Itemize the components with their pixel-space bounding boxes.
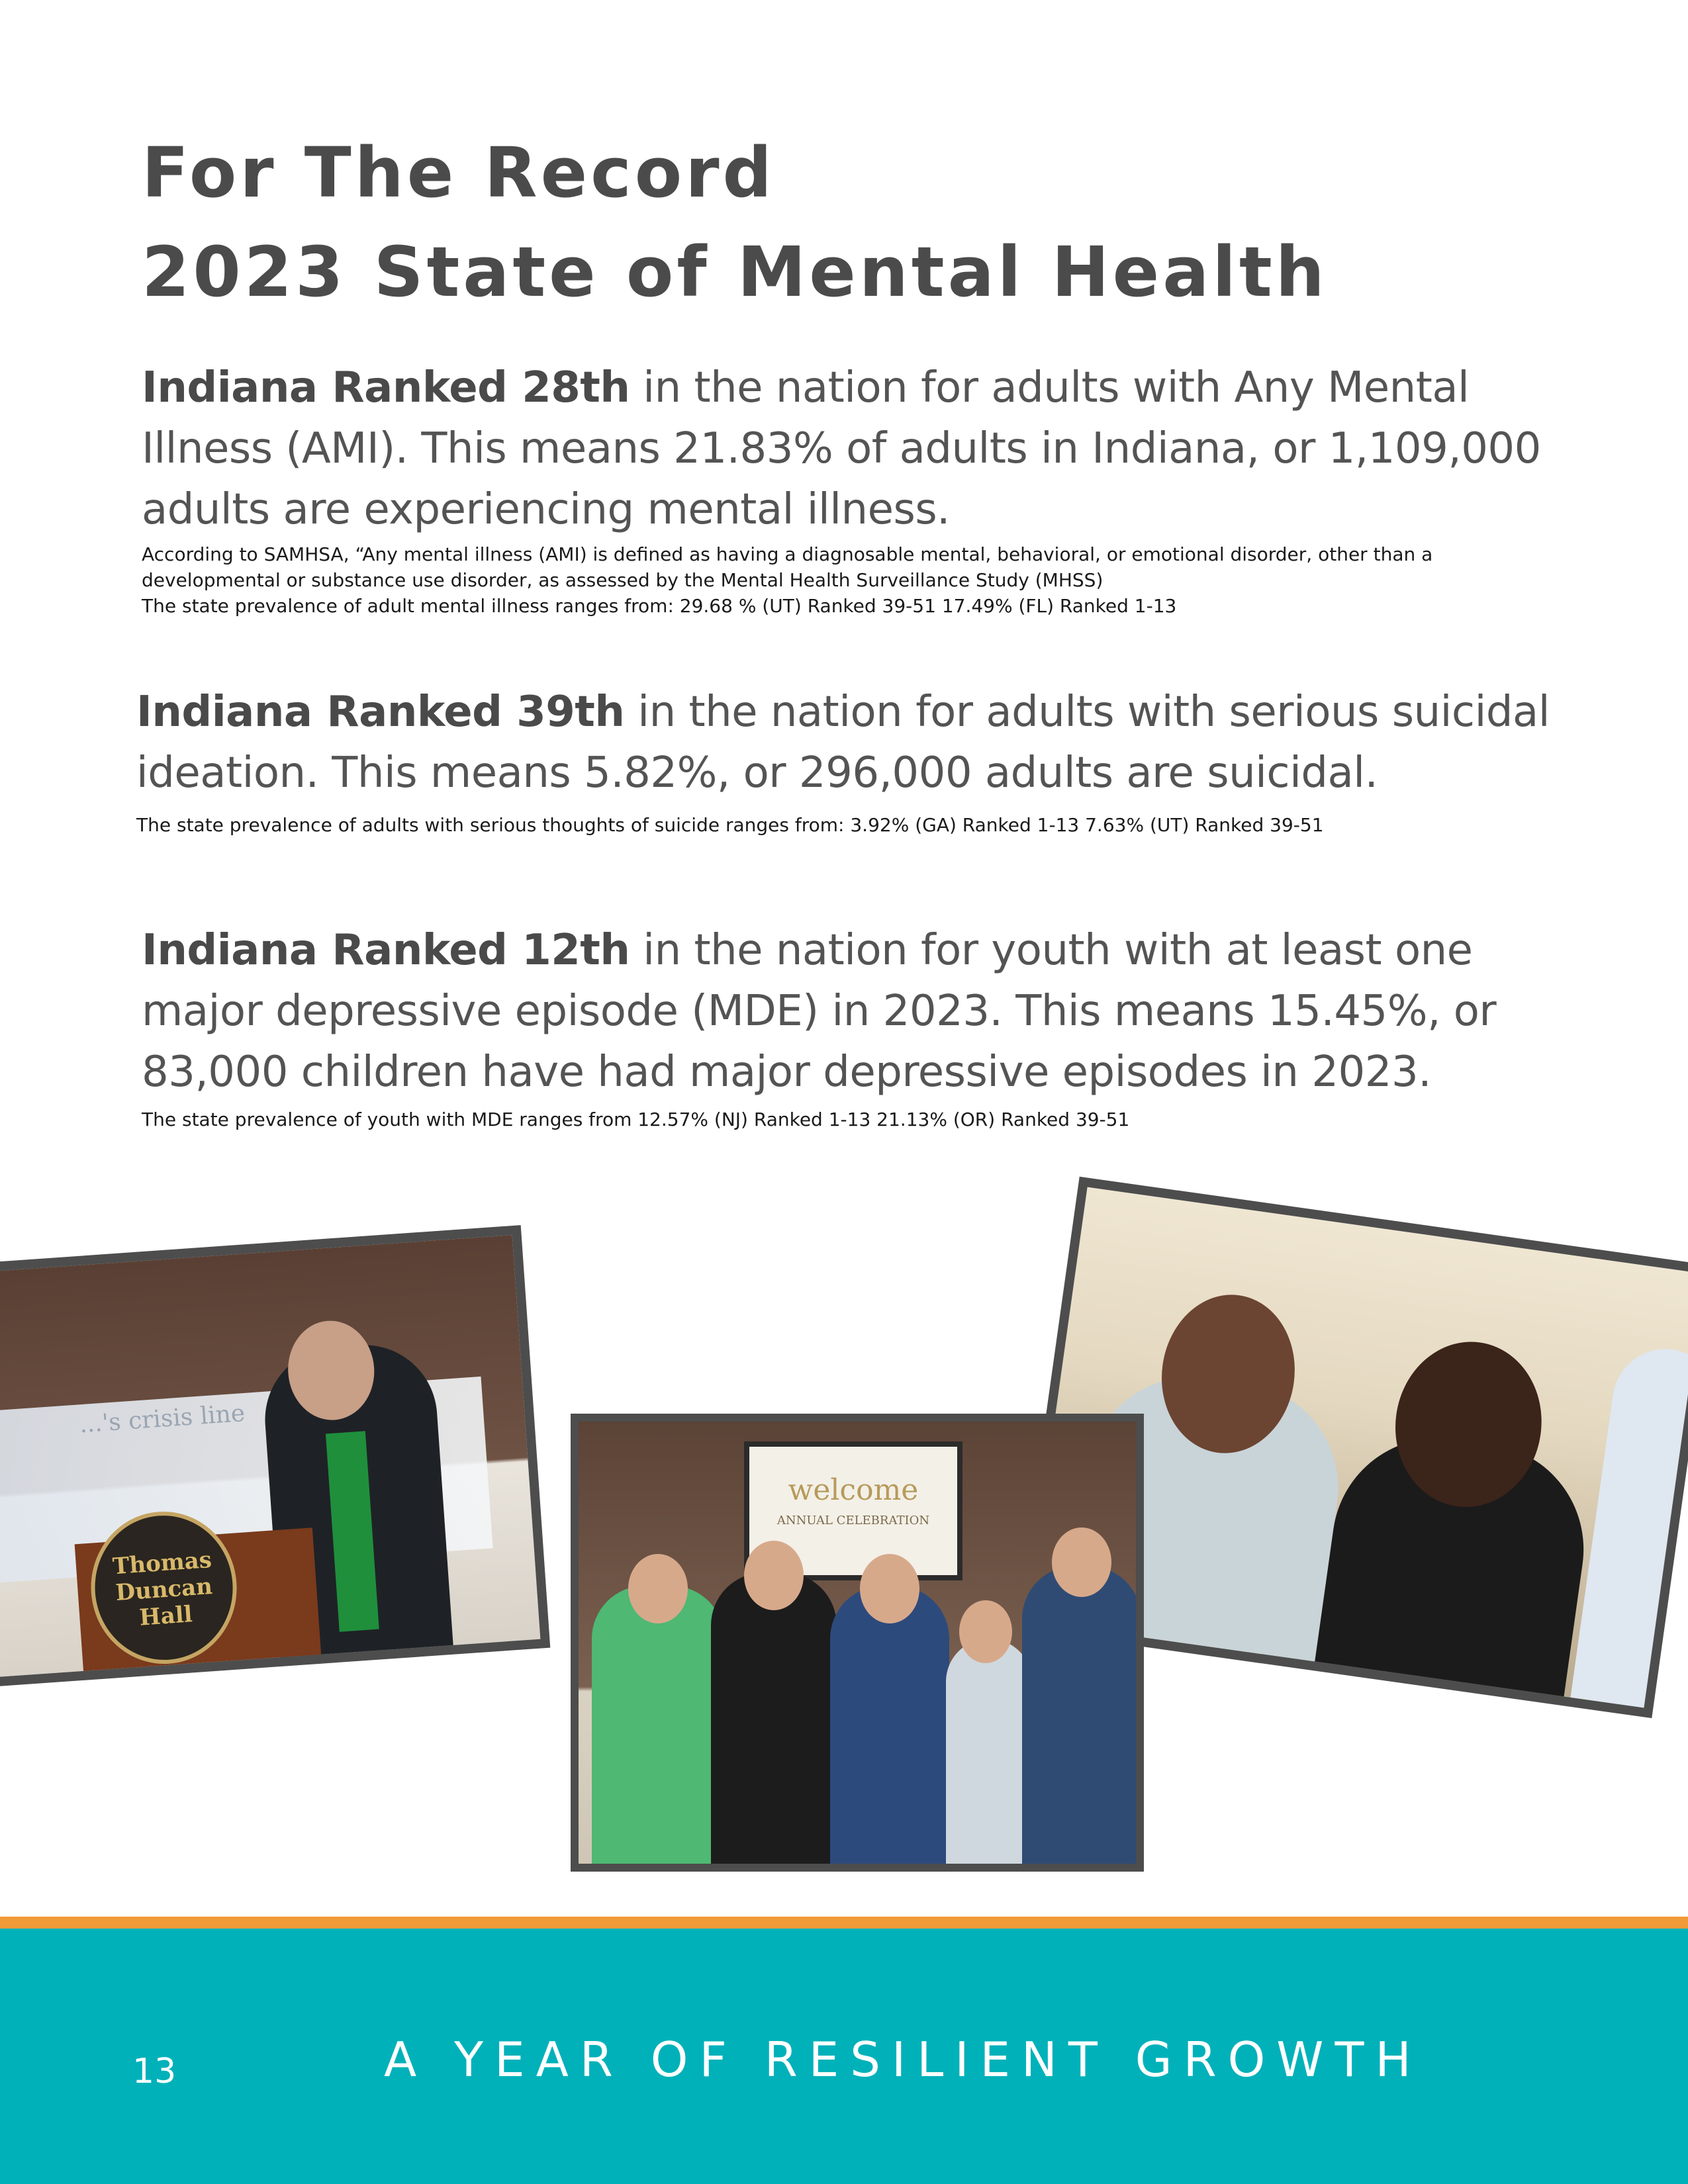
page-number: 13	[132, 2052, 177, 2091]
stat-suicidal-ideation	[136, 682, 1593, 803]
group-person-head	[628, 1554, 688, 1623]
stat-ami-lead: Indiana Ranked 28th	[142, 363, 630, 412]
stat-suicidal-lead: Indiana Ranked 39th	[136, 688, 625, 737]
group-person	[1022, 1566, 1141, 1864]
stat-suicidal-notes	[136, 812, 1593, 838]
stat-mde-notes	[142, 1107, 1571, 1132]
stat-ami	[142, 357, 1571, 540]
photo-group	[571, 1414, 1144, 1872]
group-person-head	[959, 1600, 1012, 1663]
page-title	[142, 123, 1328, 322]
venue-seal: Thomas Duncan Hall	[86, 1507, 242, 1669]
group-person-head	[1052, 1527, 1111, 1597]
welcome-screen: welcome ANNUAL CELEBRATION	[744, 1441, 962, 1580]
group-person-head	[744, 1541, 804, 1610]
group-person	[711, 1572, 837, 1864]
stat-ami-note-range: The state prevalence of adult mental illness ranges from: 29.68 % (UT) Ranked 39-51 17.49% (FL) Ranked 1-13	[142, 595, 1177, 617]
stat-mde-note-range: The state prevalence of youth with MDE ranges from 12.57% (NJ) Ranked 1-13 21.13% (OR) Ranked 39-51	[142, 1109, 1130, 1130]
accent-bar	[0, 1917, 1688, 1929]
stat-mde-lead: Indiana Ranked 12th	[142, 926, 630, 975]
stat-ami-note-definition: According to SAMHSA, “Any mental illness (AMI) is defined as having a diagnosable mental, behavioral, or emotional disorder, other than a developmental or substance use disorder, as assessed by the Mental Health Surveillance Study (MHSS)	[142, 543, 1433, 591]
title-line-2: 2023 State of Mental Health	[142, 232, 1328, 312]
group-person	[830, 1586, 949, 1864]
stat-ami-notes	[142, 541, 1571, 619]
group-person	[592, 1586, 724, 1864]
stat-suicidal-text: in the nation for adults with serious suicidal ideation. This means 5.82%, or 296,000 adults are suicidal.	[136, 688, 1550, 797]
photo-speaker-podium	[0, 1225, 550, 1687]
screen-text: ...'s crisis line	[78, 1399, 246, 1439]
stat-suicidal-note-range: The state prevalence of adults with serious thoughts of suicide ranges from: 3.92% (GA) Ranked 1-13 7.63% (UT) Ranked 39-51	[136, 814, 1324, 836]
title-line-1: For The Record	[142, 132, 775, 213]
group-person	[946, 1639, 1032, 1864]
stat-mde-text: in the nation for youth with at least one major depressive episode (MDE) in 2023. This means 15.45%, or 83,000 children have had major depressive episodes in 2023.	[142, 926, 1497, 1097]
stat-ami-text: in the nation for adults with Any Mental Illness (AMI). This means 21.83% of adults in Indiana, or 1,109,000 adults are experiencing mental illness.	[142, 363, 1541, 534]
footer-tagline: A YEAR OF RESILIENT GROWTH	[384, 2032, 1423, 2087]
stat-youth-mde	[142, 920, 1571, 1103]
group-person-head	[860, 1554, 919, 1623]
